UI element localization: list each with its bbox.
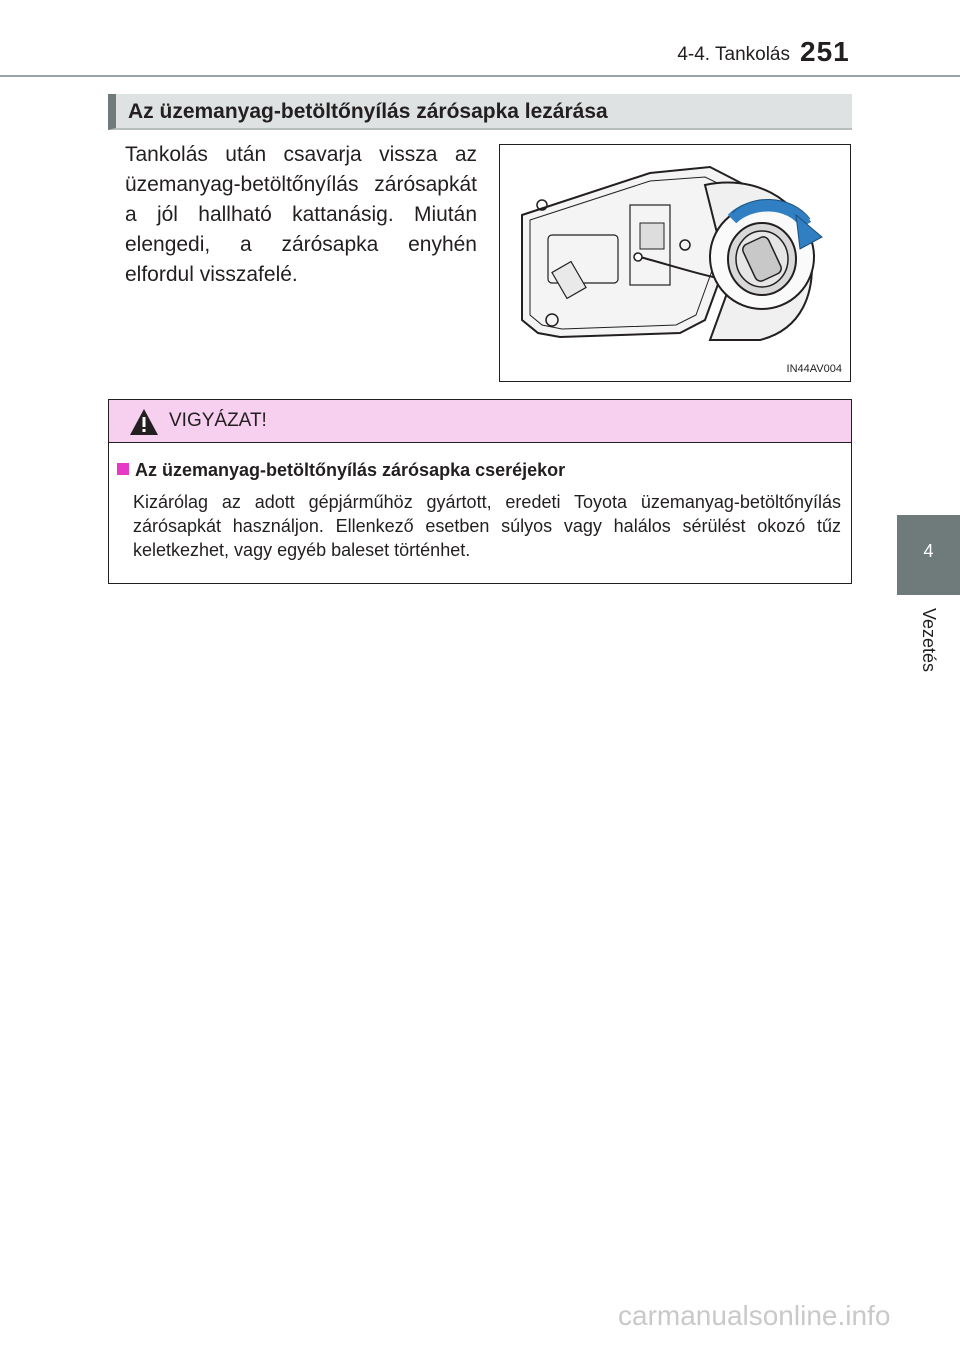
caution-subheading-text: Az üzemanyag-betöltőnyílás zárósapka cseréjekor [135,460,566,480]
section-body-text: Tankolás után csavarja vissza az üzemanyag-betöltőnyílás zárósapkát a jól hallható kattanásig. Miután elengedi, a zárósapka enyhén elfordul visszafelé. [125,143,477,286]
figure-code: IN44AV004 [786,363,842,375]
chapter-tab [897,515,960,595]
caution-box [108,399,852,584]
caution-header [109,400,851,443]
fuel-cap-illustration [499,144,851,382]
warning-triangle-icon [129,408,159,436]
section-heading-text: Az üzemanyag-betöltőnyílás zárósapka lezárása [128,100,608,123]
chapter-number: 4 [923,541,934,561]
bullet-square-icon [117,463,129,475]
caution-title: VIGYÁZAT! [169,410,267,431]
section-heading [108,94,852,130]
chapter-label: Vezetés [919,608,939,673]
caution-text: Kizárólag az adott gépjárműhöz gyártott, eredeti Toyota üzemanyag-betöltőnyílás zárósapkát használjon. Ellenkező esetben súlyos vagy halálos sérülést okozó tűz keletkezhet, vagy egyéb baleset történhet. [133,492,841,560]
header-rule [0,75,960,77]
chapter-label-container [897,600,960,700]
fuel-door-drawing [500,145,850,381]
running-header-section: 4-4. Tankolás [677,44,790,65]
watermark: carmanualsonline.info [618,1300,891,1331]
caution-subheading [117,460,565,481]
page-number: 251 [800,36,850,67]
